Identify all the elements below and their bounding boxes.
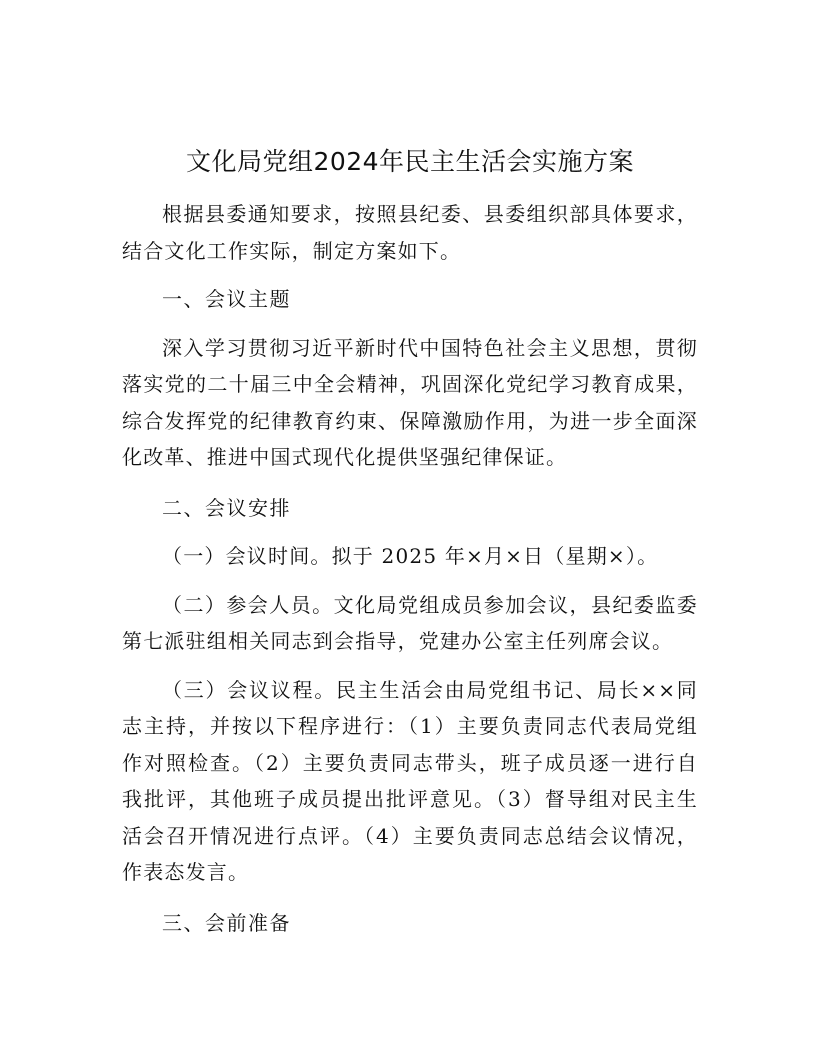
attendees-paragraph: （二）参会人员。文化局党组成员参加会议，县纪委监委第七派驻组相关同志到会指导，党建办公室主任列席会议。 (122, 592, 698, 653)
agenda-paragraph: （三）会议议程。民主生活会由局党组书记、局长××同志主持，并按以下程序进行：（1）主要负责同志代表局党组作对照检查。（2）主要负责同志带头，班子成员逐一进行自我批评，其他班子成员提出批评意见。（3）督导组对民主生活会召开情况进行点评。（4）主要负责同志总结会议情况，作表态发言。 (122, 677, 698, 884)
intro-paragraph: 根据县委通知要求，按照县纪委、县委组织部具体要求，结合文化工作实际，制定方案如下。 (122, 202, 698, 263)
section-heading-meeting-arrangement: 二、会议安排 (162, 495, 291, 520)
meeting-time-paragraph: （一）会议时间。拟于 2025 年×月×日（星期×）。 (162, 544, 659, 568)
section-heading-meeting-theme: 一、会议主题 (162, 287, 291, 311)
document-body (122, 144, 698, 941)
theme-paragraph: 深入学习贯彻习近平新时代中国特色社会主义思想，贯彻落实党的二十届三中全会精神，巩固深化党纪学习教育成果，综合发挥党的纪律教育约束、保障激励作用，为进一步全面深化改革、推进中国式现代化提供坚强纪律保证。 (122, 335, 698, 469)
section-heading-preparation: 三、会前准备 (162, 910, 291, 935)
document-title: 文化局党组2024年民主生活会实施方案 (185, 147, 635, 176)
